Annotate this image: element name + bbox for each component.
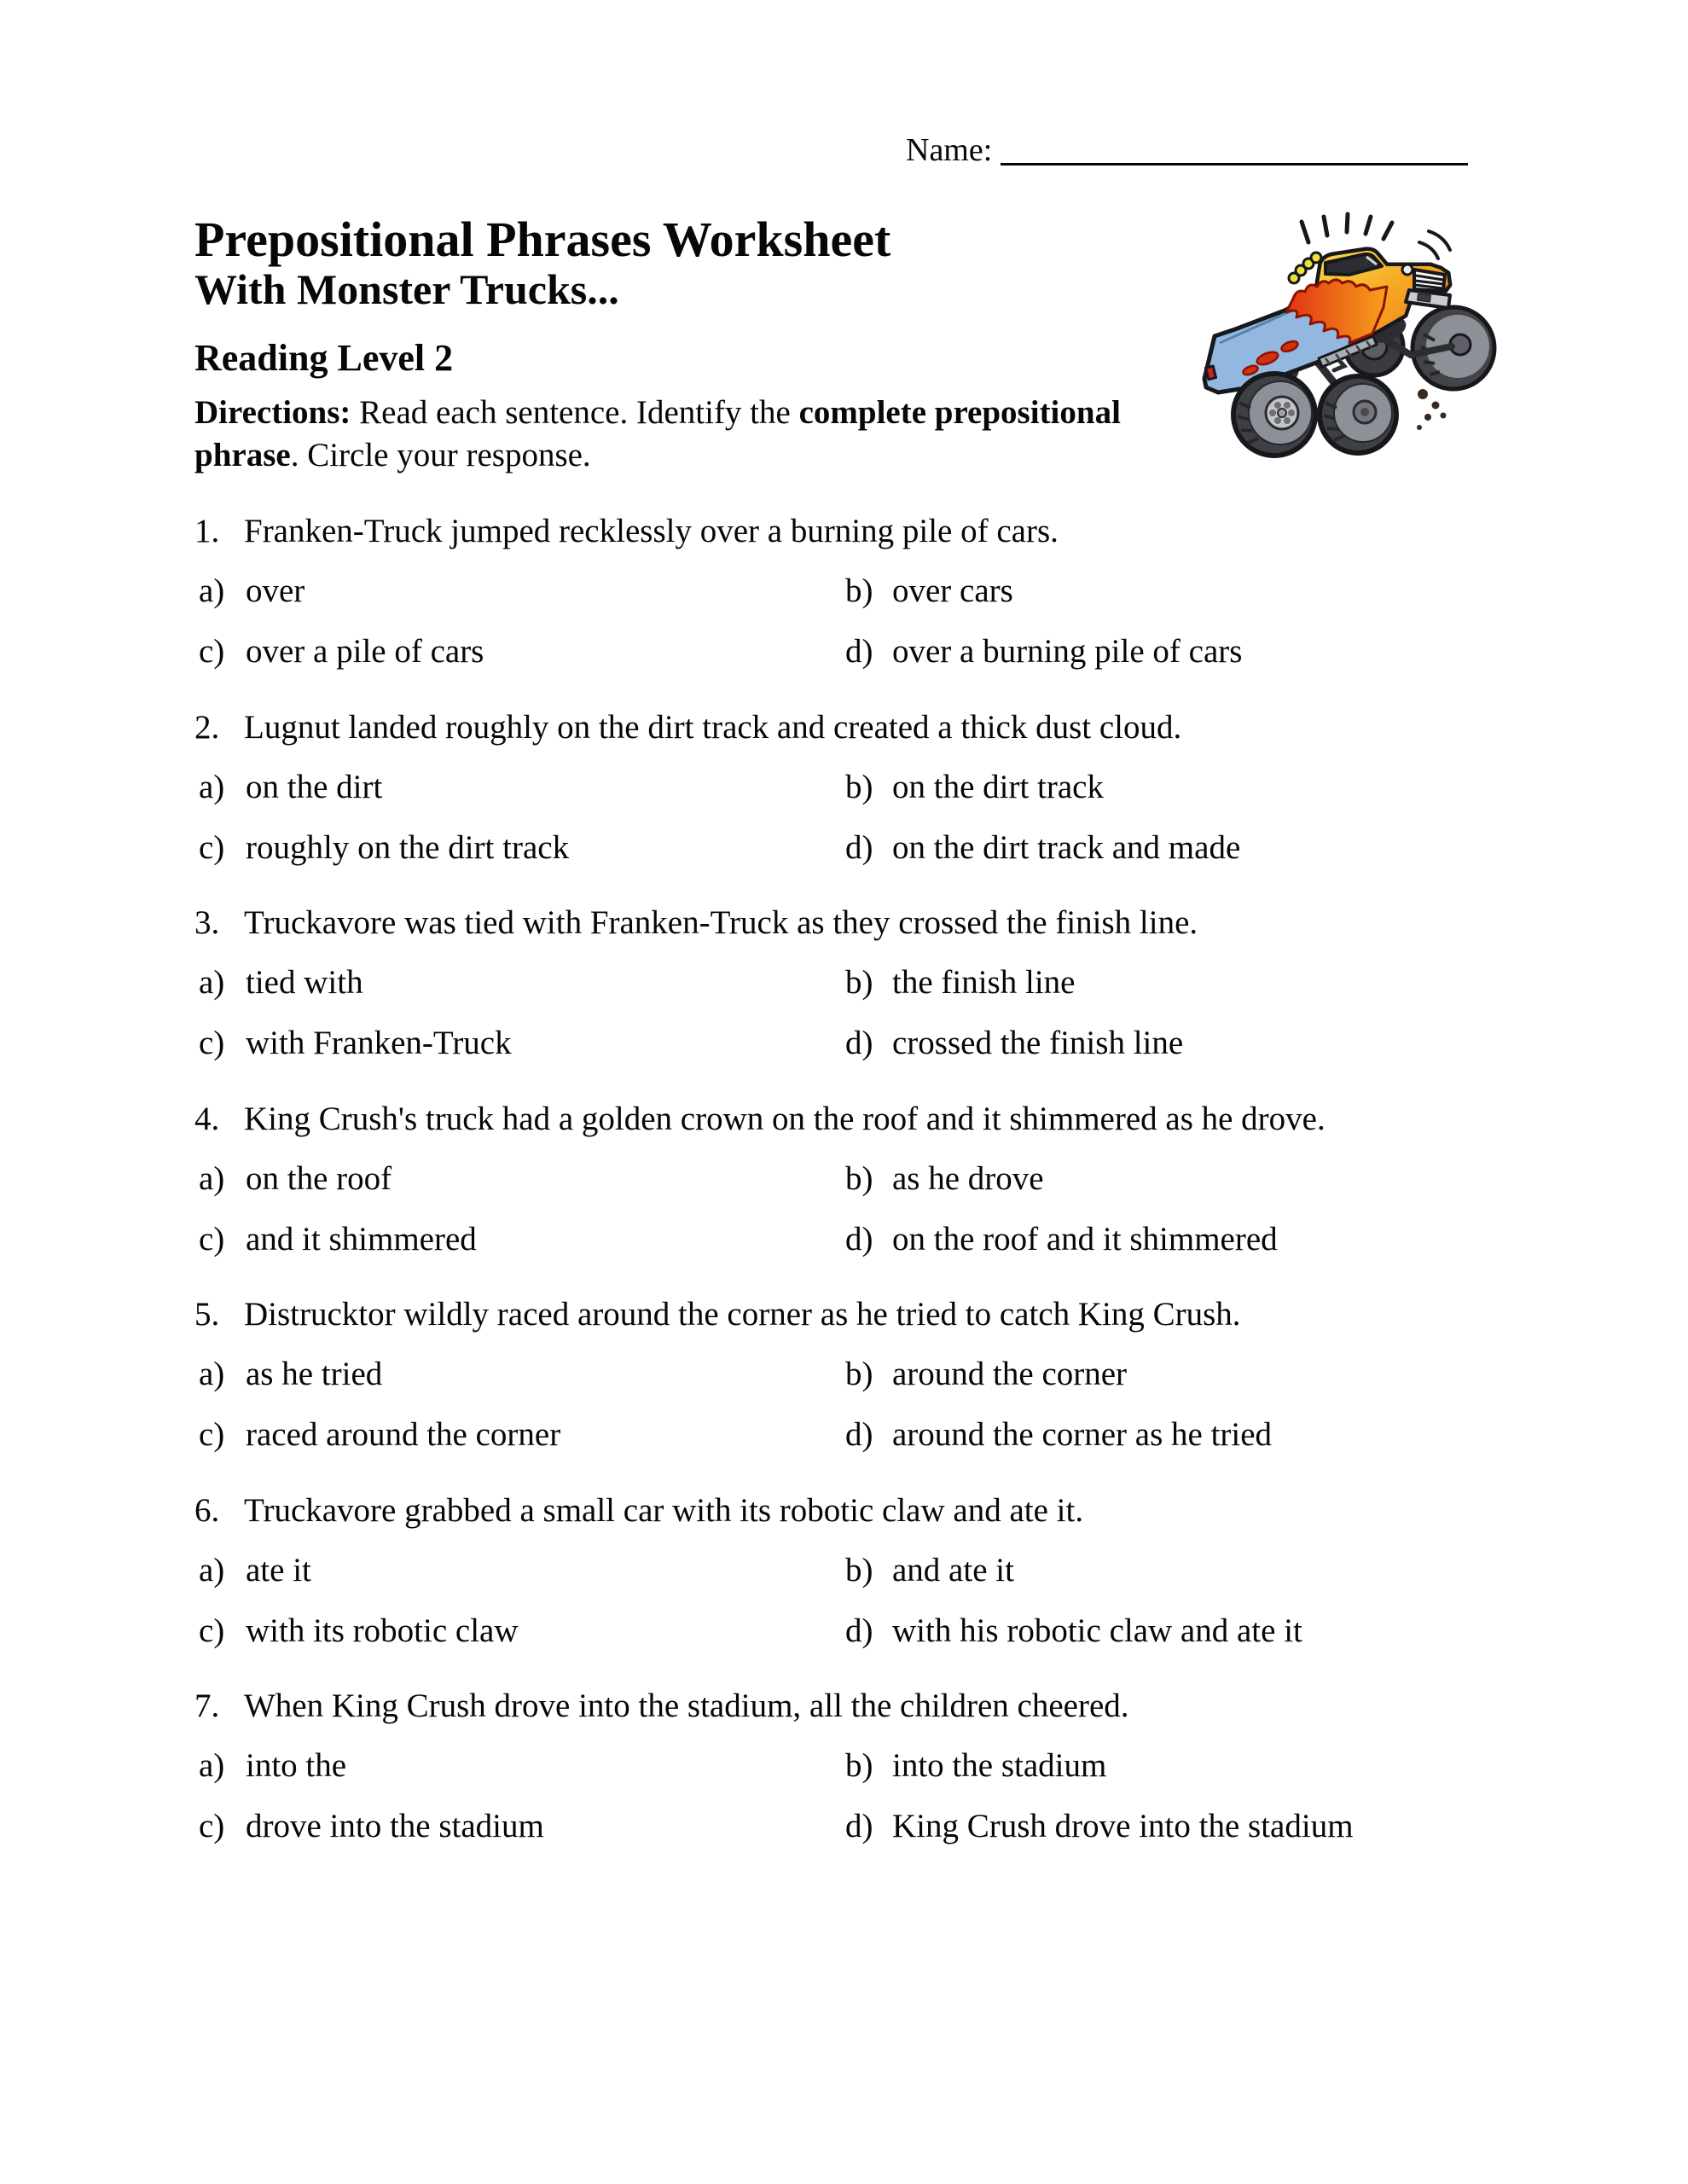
- option-text: as he tried: [246, 1356, 383, 1392]
- option-c[interactable]: [194, 1414, 841, 1456]
- name-row: [906, 131, 1468, 169]
- question-sentence: King Crush's truck had a golden crown on the roof and it shimmered as he drove.: [244, 1101, 1325, 1137]
- question-7: [194, 1685, 1525, 1848]
- name-blank-line[interactable]: [1001, 133, 1468, 166]
- directions-bold1: complete prepositional: [798, 394, 1121, 431]
- option-letter: b): [845, 1356, 873, 1392]
- option-b[interactable]: [841, 1549, 1525, 1592]
- directions-bold2: phrase: [194, 437, 291, 473]
- option-text: the finish line: [892, 964, 1076, 1001]
- option-b[interactable]: [841, 1353, 1525, 1396]
- option-letter: a): [199, 769, 225, 805]
- option-text: on the roof and it shimmered: [892, 1221, 1278, 1258]
- question-sentence-row: [194, 1490, 1525, 1532]
- option-text: with Franken-Truck: [246, 1025, 512, 1061]
- option-d[interactable]: [841, 630, 1525, 673]
- option-text: around the corner: [892, 1356, 1128, 1392]
- question-sentence: Truckavore grabbed a small car with its robotic claw and ate it.: [244, 1492, 1084, 1529]
- question-sentence-row: [194, 1293, 1525, 1336]
- option-letter: b): [845, 1747, 873, 1784]
- question-5: [194, 1293, 1525, 1456]
- question-sentence-row: [194, 902, 1525, 944]
- directions-label: Directions:: [194, 394, 351, 431]
- name-label: Name:: [906, 132, 993, 168]
- directions-text1: Read each sentence. Identify the: [351, 394, 799, 431]
- directions-text2: . Circle your response.: [290, 437, 591, 473]
- option-text: on the roof: [246, 1160, 392, 1197]
- option-letter: b): [845, 964, 873, 1001]
- option-text: drove into the stadium: [246, 1808, 544, 1844]
- options-grid: [194, 766, 1525, 869]
- question-sentence: When King Crush drove into the stadium, all the children cheered.: [244, 1687, 1129, 1724]
- near-wheels: [1233, 374, 1396, 456]
- option-letter: b): [845, 769, 873, 805]
- question-sentence: Truckavore was tied with Franken-Truck as they crossed the finish line.: [244, 904, 1198, 941]
- options-grid: [194, 961, 1525, 1065]
- option-d[interactable]: [841, 1218, 1525, 1261]
- option-b[interactable]: [841, 570, 1525, 613]
- question-number: 4.: [194, 1101, 220, 1137]
- question-sentence: Lugnut landed roughly on the dirt track and created a thick dust cloud.: [244, 709, 1182, 746]
- option-a[interactable]: [194, 766, 841, 809]
- option-letter: d): [845, 829, 873, 866]
- option-letter: d): [845, 1221, 873, 1258]
- option-a[interactable]: [194, 1158, 841, 1200]
- option-d[interactable]: [841, 1610, 1525, 1653]
- option-d[interactable]: [841, 1414, 1525, 1456]
- option-text: into the: [246, 1747, 347, 1784]
- option-text: on the dirt: [246, 769, 383, 805]
- option-letter: c): [199, 1416, 225, 1453]
- question-sentence-row: [194, 1098, 1525, 1141]
- option-text: with its robotic claw: [246, 1612, 519, 1649]
- option-letter: d): [845, 633, 873, 670]
- question-sentence-row: [194, 510, 1525, 553]
- question-1: [194, 510, 1525, 673]
- options-grid: [194, 1353, 1525, 1456]
- question-number: 3.: [194, 904, 220, 941]
- option-text: tied with: [246, 964, 363, 1001]
- option-text: over a pile of cars: [246, 633, 484, 670]
- option-a[interactable]: [194, 961, 841, 1004]
- option-letter: a): [199, 964, 225, 1001]
- option-c[interactable]: [194, 1610, 841, 1653]
- option-text: on the dirt track and made: [892, 829, 1241, 866]
- option-text: crossed the finish line: [892, 1025, 1184, 1061]
- option-text: over cars: [892, 572, 1013, 609]
- question-number: 6.: [194, 1492, 220, 1529]
- option-letter: a): [199, 1747, 225, 1784]
- option-letter: a): [199, 572, 225, 609]
- option-letter: c): [199, 633, 225, 670]
- option-text: on the dirt track: [892, 769, 1104, 805]
- option-letter: b): [845, 1160, 873, 1197]
- question-2: [194, 706, 1525, 869]
- option-c[interactable]: [194, 1805, 841, 1848]
- question-3: [194, 902, 1525, 1065]
- option-b[interactable]: [841, 961, 1525, 1004]
- question-sentence: Distrucktor wildly raced around the corner as he tried to catch King Crush.: [244, 1296, 1241, 1333]
- options-grid: [194, 570, 1525, 673]
- question-sentence-row: [194, 1685, 1525, 1728]
- option-a[interactable]: [194, 570, 841, 613]
- option-letter: b): [845, 572, 873, 609]
- directions-line2: [194, 437, 591, 473]
- option-text: and ate it: [892, 1552, 1014, 1589]
- option-text: roughly on the dirt track: [246, 829, 570, 866]
- option-letter: c): [199, 1221, 225, 1258]
- option-a[interactable]: [194, 1353, 841, 1396]
- question-sentence-row: [194, 706, 1525, 749]
- options-grid: [194, 1549, 1525, 1653]
- option-letter: a): [199, 1552, 225, 1589]
- option-letter: c): [199, 829, 225, 866]
- option-letter: d): [845, 1416, 873, 1453]
- option-letter: c): [199, 1025, 225, 1061]
- option-text: raced around the corner: [246, 1416, 561, 1453]
- option-a[interactable]: [194, 1745, 841, 1787]
- option-letter: c): [199, 1808, 225, 1844]
- options-grid: [194, 1745, 1525, 1848]
- directions-line1: [194, 394, 1121, 431]
- option-c[interactable]: [194, 630, 841, 673]
- option-text: with his robotic claw and ate it: [892, 1612, 1302, 1649]
- option-text: over: [246, 572, 305, 609]
- option-d[interactable]: [841, 1022, 1525, 1065]
- options-grid: [194, 1158, 1525, 1261]
- option-text: and it shimmered: [246, 1221, 477, 1258]
- option-text: as he drove: [892, 1160, 1044, 1197]
- option-letter: a): [199, 1356, 225, 1392]
- option-text: ate it: [246, 1552, 311, 1589]
- directions: [194, 392, 1192, 477]
- option-text: around the corner as he tried: [892, 1416, 1273, 1453]
- option-letter: d): [845, 1025, 873, 1061]
- page-title: Prepositional Phrases Worksheet: [194, 212, 891, 267]
- option-b[interactable]: [841, 1745, 1525, 1787]
- option-b[interactable]: [841, 766, 1525, 809]
- option-text: into the stadium: [892, 1747, 1107, 1784]
- monster-truck-illustration: [1191, 212, 1515, 476]
- option-letter: b): [845, 1552, 873, 1589]
- option-letter: a): [199, 1160, 225, 1197]
- dirt-debris: [1417, 389, 1447, 430]
- question-6: [194, 1490, 1525, 1653]
- question-number: 7.: [194, 1687, 220, 1724]
- question-number: 2.: [194, 709, 220, 746]
- option-c[interactable]: [194, 1022, 841, 1065]
- option-b[interactable]: [841, 1158, 1525, 1200]
- question-number: 5.: [194, 1296, 220, 1333]
- page-subtitle: With Monster Trucks...: [194, 265, 619, 313]
- question-sentence: Franken-Truck jumped recklessly over a burning pile of cars.: [244, 513, 1059, 549]
- option-c[interactable]: [194, 1218, 841, 1261]
- option-d[interactable]: [841, 1805, 1525, 1848]
- reading-level-heading: Reading Level 2: [194, 337, 454, 379]
- option-letter: c): [199, 1612, 225, 1649]
- option-letter: d): [845, 1612, 873, 1649]
- option-d[interactable]: [841, 827, 1525, 869]
- question-number: 1.: [194, 513, 220, 549]
- option-text: King Crush drove into the stadium: [892, 1808, 1354, 1844]
- option-text: over a burning pile of cars: [892, 633, 1243, 670]
- option-c[interactable]: [194, 827, 841, 869]
- option-a[interactable]: [194, 1549, 841, 1592]
- option-letter: d): [845, 1808, 873, 1844]
- question-4: [194, 1098, 1525, 1261]
